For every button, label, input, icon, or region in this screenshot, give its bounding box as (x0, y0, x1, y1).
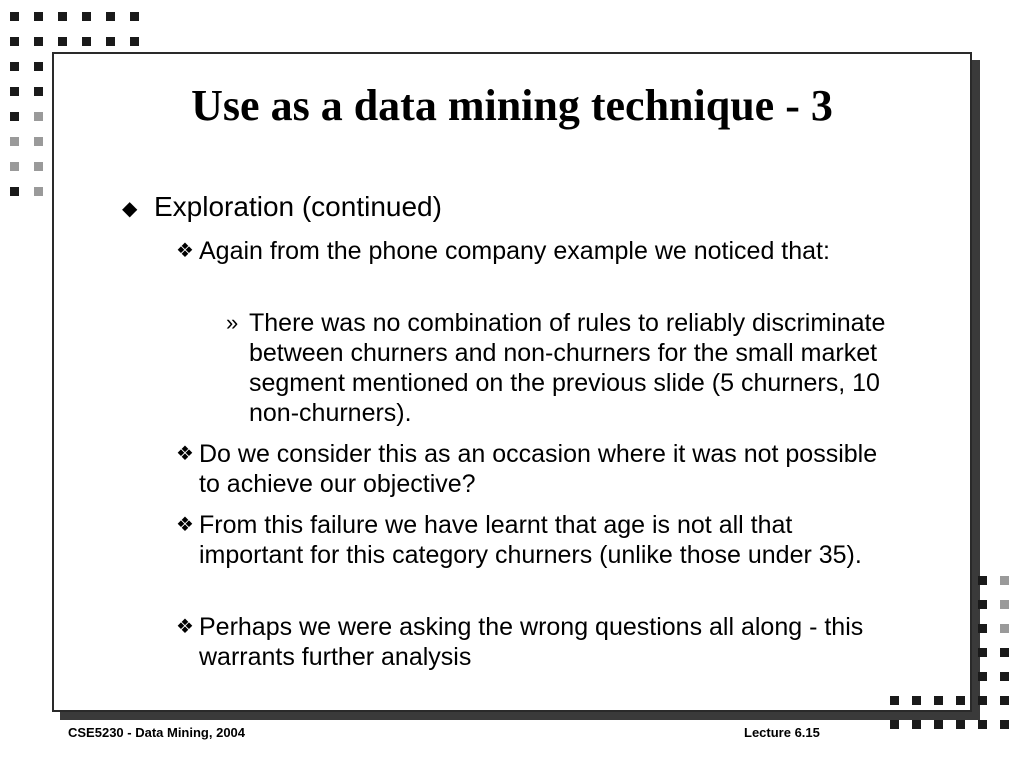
decor-square (10, 37, 19, 46)
decor-square (10, 137, 19, 146)
bullet-level2-phone-example (176, 236, 896, 266)
decor-square (1000, 576, 1009, 585)
decor-square (1000, 624, 1009, 633)
decor-square (58, 12, 67, 21)
slide-title: Use as a data mining technique - 3 (191, 81, 833, 130)
decor-square (978, 600, 987, 609)
decor-square (10, 12, 19, 21)
decor-square (890, 720, 899, 729)
bullet-level3-no-combination (226, 308, 886, 428)
bullet-text: Again from the phone company example we noticed that: (199, 237, 830, 265)
decor-square (978, 696, 987, 705)
decor-square (1000, 600, 1009, 609)
decor-square (978, 624, 987, 633)
decor-square (10, 62, 19, 71)
bullet-text: There was no combination of rules to reliably discriminate between churners and non-churners for the small market segment mentioned on the previous slide (5 churners, 10 non-churners). (249, 309, 886, 427)
decor-square (82, 12, 91, 21)
decor-square (1000, 672, 1009, 681)
chevron-bullet-icon: » (226, 310, 239, 335)
decor-square (890, 696, 899, 705)
diamond-cross-bullet-icon: ❖ (176, 616, 194, 638)
decor-square (34, 162, 43, 171)
decor-square (934, 720, 943, 729)
bullet-text: Do we consider this as an occasion where it was not possible to achieve our objective? (199, 440, 878, 498)
decor-square (34, 187, 43, 196)
bullet-level1-exploration (122, 190, 442, 224)
decor-square (978, 648, 987, 657)
decor-square (34, 87, 43, 96)
decor-square (130, 12, 139, 21)
decor-square (1000, 648, 1009, 657)
decor-square (106, 12, 115, 21)
decor-square (978, 720, 987, 729)
diamond-cross-bullet-icon: ❖ (176, 514, 194, 536)
bullet-text: From this failure we have learnt that age is not all that important for this category churners (unlike those under 35). (199, 511, 862, 569)
decor-square (10, 87, 19, 96)
bullet-text: Perhaps we were asking the wrong questions all along - this warrants further analysis (199, 613, 864, 671)
decor-square (106, 37, 115, 46)
decor-square (1000, 720, 1009, 729)
decor-square (130, 37, 139, 46)
decor-square (10, 112, 19, 121)
decor-square (34, 37, 43, 46)
decor-square (912, 720, 921, 729)
diamond-bullet-icon: ◆ (122, 198, 138, 220)
decor-square (34, 12, 43, 21)
decor-square (10, 162, 19, 171)
decor-square (956, 720, 965, 729)
bullet-level2-failure-learnt (176, 510, 896, 570)
decor-square (58, 37, 67, 46)
decor-square (34, 112, 43, 121)
decor-square (912, 696, 921, 705)
decor-square (34, 62, 43, 71)
decor-square (34, 137, 43, 146)
decor-square (978, 672, 987, 681)
decor-square (10, 187, 19, 196)
decor-square (82, 37, 91, 46)
decor-square (978, 576, 987, 585)
decor-square (934, 696, 943, 705)
diamond-cross-bullet-icon: ❖ (176, 443, 194, 465)
bullet-text: Exploration (continued) (154, 191, 442, 222)
footer-lecture-number: Lecture 6.15 (744, 725, 820, 740)
footer-course-label: CSE5230 - Data Mining, 2004 (68, 725, 246, 740)
decor-square (1000, 696, 1009, 705)
bullet-level2-wrong-questions (176, 612, 896, 672)
bullet-level2-occasion (176, 439, 896, 499)
decor-square (956, 696, 965, 705)
diamond-cross-bullet-icon: ❖ (176, 240, 194, 262)
